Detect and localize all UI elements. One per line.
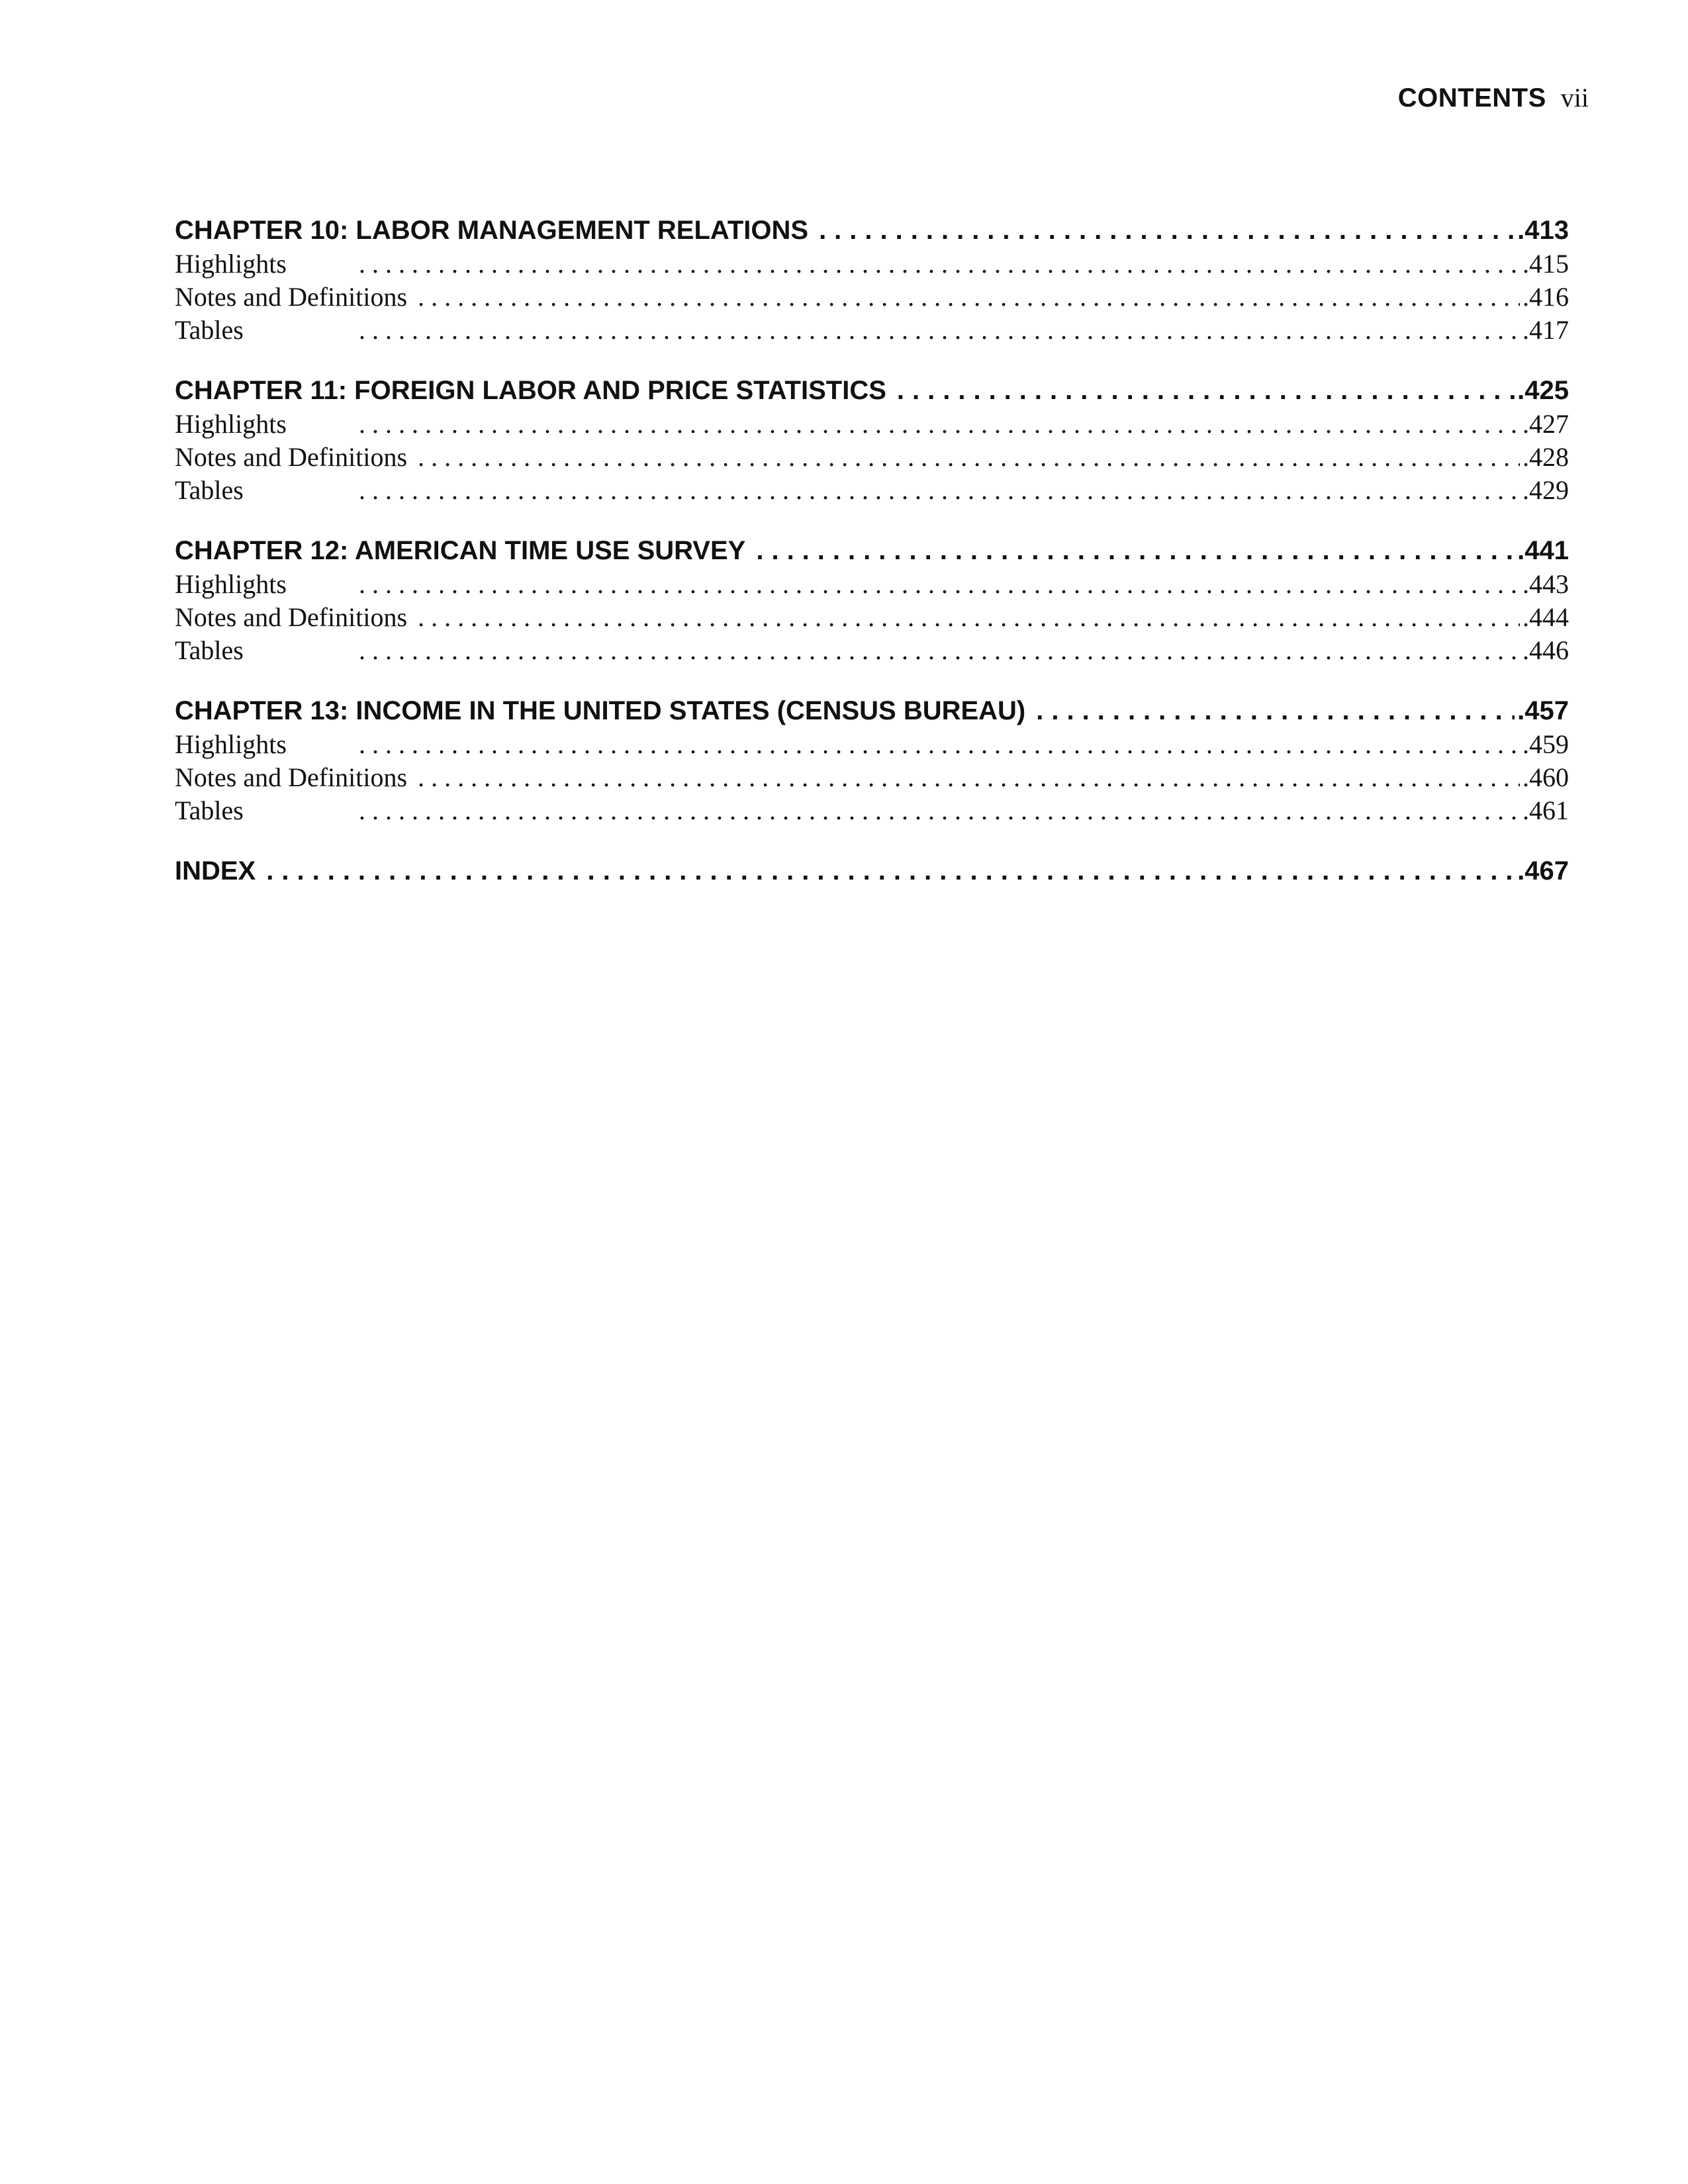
entry-page-number: .417 — [1523, 315, 1569, 345]
dot-leader — [418, 281, 1520, 314]
index-title: INDEX — [175, 856, 256, 886]
toc-entry-notes-and-definitions[interactable] — [175, 601, 1569, 634]
dot-leader — [266, 854, 1515, 888]
index-entry[interactable] — [175, 854, 1569, 888]
page-number: vii — [1560, 83, 1589, 113]
chapter-title: CHAPTER 13: INCOME IN THE UNITED STATES (CENSUS BUREAU) — [175, 696, 1026, 725]
dot-leader — [359, 634, 1520, 667]
dot-leader — [359, 408, 1520, 441]
entry-label: Highlights — [175, 569, 287, 599]
entry-label: Tables — [175, 635, 244, 665]
dot-leader — [359, 728, 1520, 761]
entry-page-number: .416 — [1523, 282, 1569, 312]
dot-leader — [756, 533, 1515, 568]
chapter-page-number: .441 — [1517, 536, 1569, 565]
toc-entry-highlights[interactable] — [175, 568, 1569, 601]
entry-page-number: .446 — [1523, 635, 1569, 665]
toc-entry-notes-and-definitions[interactable] — [175, 761, 1569, 794]
toc-entry-highlights[interactable] — [175, 408, 1569, 441]
dot-leader — [359, 794, 1520, 827]
entry-label: Tables — [175, 475, 244, 505]
entry-page-number: .444 — [1523, 602, 1569, 632]
entry-label: Tables — [175, 796, 244, 825]
entry-label: Notes and Definitions — [175, 442, 408, 472]
entry-label: Notes and Definitions — [175, 282, 408, 312]
chapter-entry[interactable] — [175, 373, 1569, 408]
dot-leader — [359, 474, 1520, 507]
chapter-page-number: .457 — [1517, 696, 1569, 725]
toc-index — [175, 854, 1569, 888]
entry-page-number: .428 — [1523, 442, 1569, 472]
entry-label: Notes and Definitions — [175, 762, 408, 792]
toc-entry-tables[interactable] — [175, 474, 1569, 507]
toc-entry-tables[interactable] — [175, 634, 1569, 667]
table-of-contents — [175, 213, 1569, 915]
dot-leader — [359, 314, 1520, 347]
toc-chapter-13 — [175, 694, 1569, 827]
toc-entry-tables[interactable] — [175, 314, 1569, 347]
toc-chapter-12 — [175, 533, 1569, 667]
index-page-number: .467 — [1517, 856, 1569, 886]
dot-leader — [418, 761, 1520, 794]
dot-leader — [897, 373, 1515, 408]
entry-page-number: .460 — [1523, 762, 1569, 792]
toc-entry-notes-and-definitions[interactable] — [175, 441, 1569, 474]
entry-label: Highlights — [175, 729, 287, 759]
dot-leader — [418, 601, 1520, 634]
entry-page-number: .429 — [1523, 475, 1569, 505]
chapter-title: CHAPTER 12: AMERICAN TIME USE SURVEY — [175, 536, 746, 565]
entry-label: Tables — [175, 315, 244, 345]
toc-entry-highlights[interactable] — [175, 728, 1569, 761]
dot-leader — [359, 568, 1520, 601]
dot-leader — [1036, 694, 1515, 728]
chapter-entry[interactable] — [175, 694, 1569, 728]
running-head-section: CONTENTS — [1397, 83, 1546, 113]
toc-chapter-10 — [175, 213, 1569, 347]
entry-page-number: .427 — [1523, 409, 1569, 439]
entry-page-number: .415 — [1523, 249, 1569, 279]
toc-entry-notes-and-definitions[interactable] — [175, 281, 1569, 314]
entry-page-number: .461 — [1523, 796, 1569, 825]
dot-leader — [359, 248, 1520, 281]
dot-leader — [418, 441, 1520, 474]
entry-label: Highlights — [175, 409, 287, 439]
chapter-page-number: .413 — [1517, 216, 1569, 245]
chapter-title: CHAPTER 11: FOREIGN LABOR AND PRICE STATISTICS — [175, 376, 886, 405]
running-head — [1398, 78, 1589, 118]
chapter-title: CHAPTER 10: LABOR MANAGEMENT RELATIONS — [175, 216, 809, 245]
entry-page-number: .443 — [1523, 569, 1569, 599]
entry-label: Highlights — [175, 249, 287, 279]
entry-label: Notes and Definitions — [175, 602, 408, 632]
chapter-page-number: .425 — [1517, 376, 1569, 405]
chapter-entry[interactable] — [175, 213, 1569, 248]
toc-entry-highlights[interactable] — [175, 248, 1569, 281]
dot-leader — [819, 213, 1515, 248]
toc-entry-tables[interactable] — [175, 794, 1569, 827]
entry-page-number: .459 — [1523, 729, 1569, 759]
toc-chapter-11 — [175, 373, 1569, 507]
chapter-entry[interactable] — [175, 533, 1569, 568]
